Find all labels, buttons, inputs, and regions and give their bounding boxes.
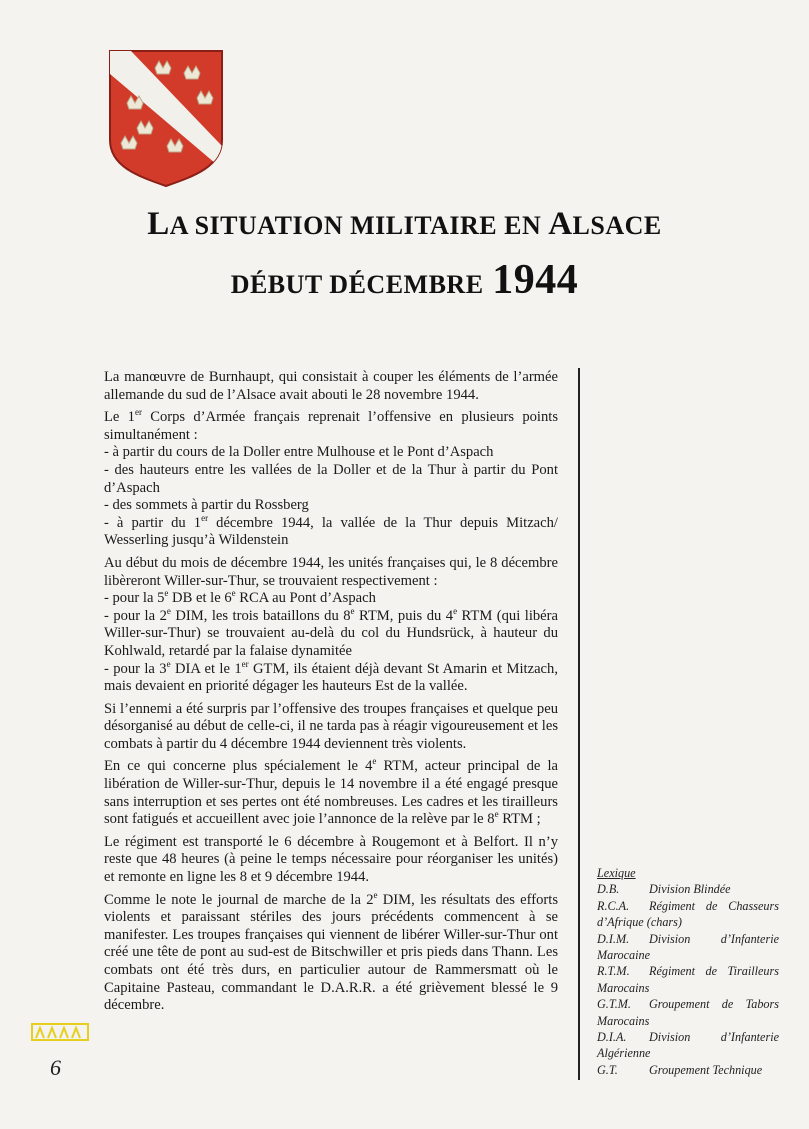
glossary-text: Groupement de Tabors Marocains bbox=[597, 997, 779, 1028]
list-item bbox=[104, 512, 558, 550]
text: RTM (qui libéra Willer-sur-Thur) se trouvaient au-delà du col du Hundsrück, à hauteur du Kohlwald, retardé par la falaise dynamitée bbox=[104, 607, 558, 659]
text: - pour la 3 bbox=[104, 660, 167, 677]
text: DIA et le 1 bbox=[170, 660, 242, 677]
sup: e bbox=[350, 605, 355, 616]
alsace-coat-of-arms-icon bbox=[107, 48, 225, 188]
text: RCA au Pont d’Aspach bbox=[235, 590, 376, 607]
list-item bbox=[104, 605, 558, 661]
list-item: - des sommets à partir du Rossberg bbox=[104, 497, 309, 514]
text: DIM, les trois bataillons du 8 bbox=[170, 607, 351, 624]
text: - pour la 5 bbox=[104, 590, 165, 607]
column-divider bbox=[578, 368, 580, 1080]
title-year: 1944 bbox=[492, 257, 579, 303]
glossary-abbr: G.T.M. bbox=[597, 997, 631, 1012]
paragraph: La manœuvre de Burnhaupt, qui consistait à couper les éléments de l’armée allemande du sud de l’Alsace avait abouti le 28 novembre 1944. bbox=[104, 369, 558, 403]
text: RTM, puis du 4 bbox=[354, 607, 454, 624]
text: Le 1 bbox=[104, 409, 135, 426]
glossary-text: Division d’Infanterie Algérienne bbox=[597, 1030, 779, 1061]
glossary-text: Régiment de Chasseurs d’Afrique (chars) bbox=[597, 898, 779, 930]
glossary-abbr: G.T. bbox=[597, 1062, 618, 1077]
title-initial: L bbox=[147, 206, 170, 242]
text: décembre 1944, la vallée de la Thur depuis Mitzach/ Wesserling jusqu’à Wildenstein bbox=[104, 514, 558, 549]
article-body bbox=[104, 369, 558, 1020]
title-line2-a: DÉBUT DÉCEMBRE bbox=[230, 270, 484, 299]
text: DB et le 6 bbox=[168, 590, 232, 607]
glossary-entry bbox=[597, 898, 779, 931]
text: - à partir du 1 bbox=[104, 514, 202, 531]
glossary-abbr: R.C.A. bbox=[597, 898, 630, 913]
sup: e bbox=[231, 588, 236, 599]
title-initial-b: A bbox=[548, 206, 573, 242]
glossary-abbr: D.B. bbox=[597, 882, 620, 897]
glossary-entry bbox=[597, 931, 779, 964]
text: Corps d’Armée français reprenait l’offensive en plusieurs points simultanément : bbox=[104, 409, 558, 443]
page-number: 6 bbox=[50, 1055, 61, 1080]
sup: er bbox=[134, 407, 142, 418]
text: RTM, acteur principal de la libération de Willer-sur-Thur, depuis le 14 novembre il a été engagé presque sans interruption et ses pertes ont été nombreuses. Les cadres et les tirailleurs sont fatigués et accueillent avec joie l’annonce de la relève par le 8 bbox=[104, 758, 558, 828]
sup: e bbox=[164, 588, 169, 599]
glossary-entry bbox=[597, 881, 779, 897]
sup: e bbox=[372, 756, 377, 767]
sup: e bbox=[166, 605, 171, 616]
glossary-text: Groupement Technique bbox=[649, 1062, 763, 1077]
text: DIM, les résultats des efforts violents et paraissant stériles des jours précédents commencent à se manifester. Les troupes françaises qui viennent de libérer Willer-sur-Thur ont créé une tête de pont au sud-est de Bitschwiller et pris pieds dans Thann. Les combats ont été très durs, en particulier autour de Rammersmatt où le Capitaine Pasteau, commandant le D.A.R.R. a été grièvement blessé le 9 décembre. bbox=[104, 891, 558, 1014]
page-subtitle bbox=[0, 256, 809, 304]
text: En ce qui concerne plus spécialement le 4 bbox=[104, 758, 373, 775]
glossary-text: Division d’Infanterie Marocaine bbox=[597, 931, 779, 963]
sup: e bbox=[373, 889, 378, 900]
title-line1-a: A SITUATION MILITAIRE EN bbox=[169, 211, 542, 240]
glossary-entry bbox=[597, 1029, 779, 1062]
list-item: - des hauteurs entre les vallées de la Doller et de la Thur à partir du Pont d’Aspach bbox=[104, 461, 558, 496]
glossary-abbr: D.I.A. bbox=[597, 1030, 627, 1045]
glossary-text: Régiment de Tirailleurs Marocains bbox=[597, 964, 779, 995]
text: GTM, ils étaient déjà devant St Amarin et Mitzach, mais devaient en priorité dégager les hauteurs Est de la vallée. bbox=[104, 660, 558, 695]
glossary-entry bbox=[597, 963, 779, 996]
glossary-abbr: D.I.M. bbox=[597, 931, 630, 946]
paragraph bbox=[104, 555, 558, 696]
glossary-abbr: R.T.M. bbox=[597, 964, 630, 979]
list-item bbox=[104, 590, 558, 608]
glossary-entry bbox=[597, 996, 779, 1029]
paragraph bbox=[104, 758, 558, 828]
paragraph bbox=[104, 409, 558, 550]
title-line1-b: LSACE bbox=[572, 211, 662, 240]
glossary-text: Division Blindée bbox=[649, 882, 731, 897]
text: Comme le note le journal de marche de la 2 bbox=[104, 891, 374, 908]
paragraph bbox=[104, 889, 558, 1015]
text: RTM ; bbox=[498, 811, 541, 828]
paragraph: Le régiment est transporté le 6 décembre à Rougemont et à Belfort. Il n’y reste que 48 heures (à peine le temps nécessaire pour réorganiser les unités) et remonte en ligne les 8 et 9 décembre 1944. bbox=[104, 833, 558, 886]
sup: er bbox=[241, 658, 249, 669]
list-item bbox=[104, 658, 558, 696]
page-title bbox=[0, 206, 809, 243]
sup: e bbox=[453, 605, 458, 616]
text: - pour la 2 bbox=[104, 607, 167, 624]
glossary bbox=[597, 865, 779, 1078]
sup: er bbox=[201, 512, 209, 523]
glossary-heading: Lexique bbox=[597, 866, 636, 880]
stamp-icon bbox=[30, 1020, 90, 1044]
paragraph: Si l’ennemi a été surpris par l’offensive des troupes françaises et quelque peu désorganisé au début de celle-ci, il ne tarda pas à réagir vigoureusement et les combats à partir du 4 décembre 1944 deviennent très violents. bbox=[104, 700, 558, 752]
sup: e bbox=[166, 658, 171, 669]
glossary-entry bbox=[597, 1062, 779, 1078]
text: Au début du mois de décembre 1944, les unités françaises qui, le 8 décembre libèreront Willer-sur-Thur, se trouvaient respectivement : bbox=[104, 554, 558, 589]
sup: e bbox=[494, 809, 499, 820]
list-item: - à partir du cours de la Doller entre Mulhouse et le Pont d’Aspach bbox=[104, 444, 494, 461]
